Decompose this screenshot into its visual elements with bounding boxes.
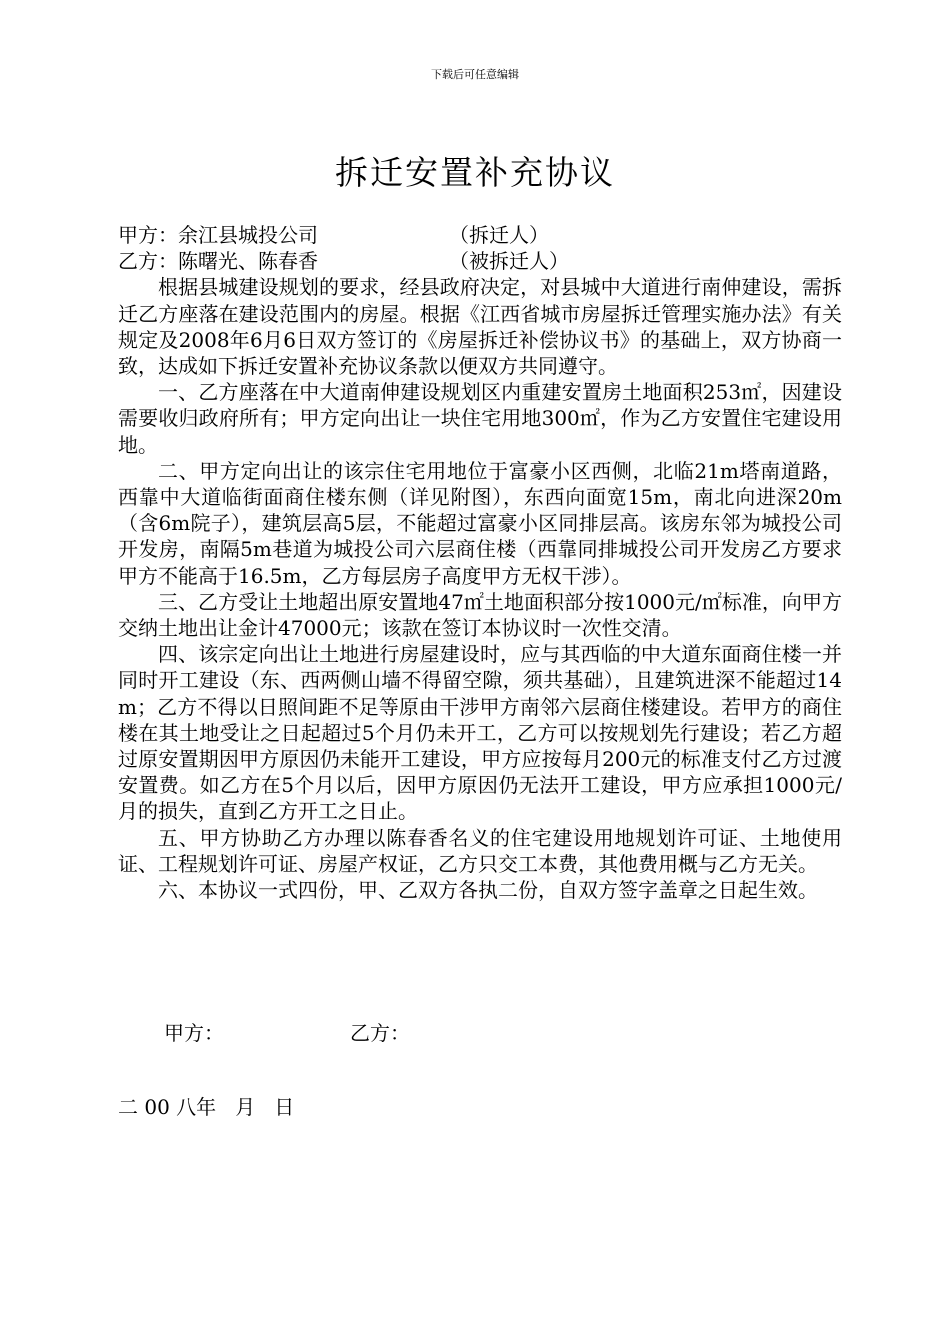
intro-paragraph: 根据县城建设规划的要求，经县政府决定，对县城中大道进行南伸建设，需拆迁乙方座落在建设范围内的房屋。根据《江西省城市房屋拆迁管理实施办法》有关规定及2008年6月6日双方签订的《房屋拆迁补偿协议书》的基础上，双方协商一致，达成如下拆迁安置补充协议条款以便双方共同遵守。 (118, 275, 842, 379)
clause-4: 四、该宗定向出让土地进行房屋建设时，应与其西临的中大道东面商住楼一并同时开工建设（东、西两侧山墙不得留空隙，须共基础），且建筑进深不能超过14m；乙方不得以日照间距不足等原由干涉甲方南邻六层商住楼建设。若甲方的商住楼在其土地受让之日起超过5个月仍未开工，乙方可以按规划先行建设；若乙方超过原安置期因甲方原因仍未能开工建设，甲方应按每月200元的标准支付乙方过渡安置费。如乙方在5个月以后，因甲方原因仍无法开工建设，甲方应承担1000元/月的损失，直到乙方开工之日止。 (118, 642, 842, 824)
clause-1: 一、乙方座落在中大道南伸建设规划区内重建安置房土地面积253㎡，因建设需要收归政府所有；甲方定向出让一块住宅用地300㎡，作为乙方安置住宅建设用地。 (118, 380, 842, 457)
signature-party-b: 乙方： (350, 1021, 410, 1045)
party-a-label: 甲方： (118, 223, 178, 247)
party-b-line (118, 248, 842, 274)
party-a-line (118, 222, 842, 248)
party-a-name: 余江县城投公司 (178, 223, 318, 247)
signature-party-a: 甲方： (164, 1021, 224, 1045)
party-b-role: （被拆迁人） (449, 249, 569, 274)
clause-2: 二、甲方定向出让的该宗住宅用地位于富豪小区西侧，北临21m塔南道路，西靠中大道临街面商住楼东侧（详见附图），东西向面宽15m，南北向进深20m（含6m院子），建筑层高5层，不能超过富豪小区同排层高。该房东邻为城投公司开发房，南隔5m巷道为城投公司六层商住楼（西靠同排城投公司开发房乙方要求甲方不能高于16.5m，乙方每层房子高度甲方无权干涉）。 (118, 458, 842, 588)
clause-3: 三、乙方受让土地超出原安置地47㎡土地面积部分按1000元/㎡标准，向甲方交纳土地出让金计47000元；该款在签订本协议时一次性交清。 (118, 589, 842, 641)
party-a-name-group (118, 222, 449, 248)
party-b-name-group (118, 248, 449, 274)
party-b-name: 陈曙光、陈春香 (178, 249, 318, 274)
document-title: 拆迁安置补充协议 (335, 153, 615, 192)
party-b-label: 乙方： (118, 249, 178, 274)
header-note: 下载后可任意编辑 (431, 68, 519, 81)
signature-area (164, 1020, 410, 1046)
document-body (118, 222, 842, 903)
party-a-role: （拆迁人） (449, 223, 549, 247)
clause-6: 六、本协议一式四份，甲、乙双方各执二份，自双方签字盖章之日起生效。 (158, 878, 818, 903)
date-line: 二 00 八年 月 日 (118, 1095, 295, 1119)
clause-5: 五、甲方协助乙方办理以陈春香名义的住宅建设用地规划许可证、土地使用证、工程规划许可证、房屋产权证，乙方只交工本费，其他费用概与乙方无关。 (118, 825, 842, 876)
